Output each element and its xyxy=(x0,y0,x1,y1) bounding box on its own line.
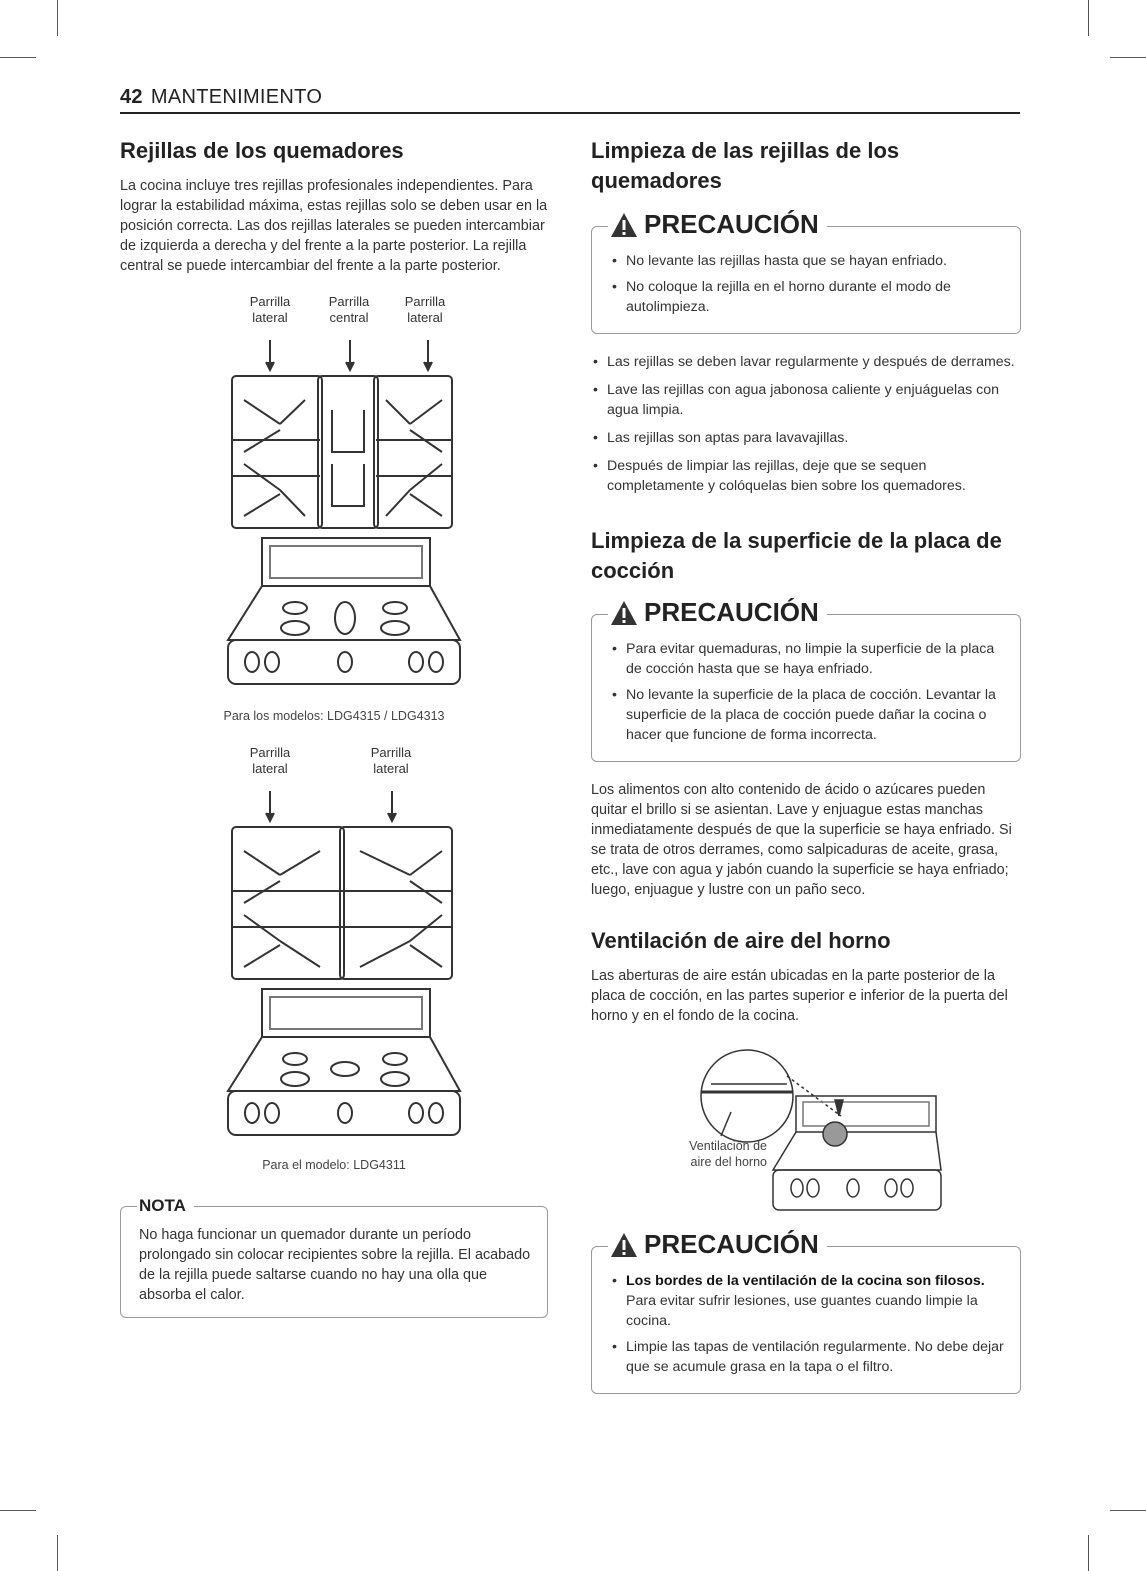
section-title: MANTENIMIENTO xyxy=(150,86,323,108)
caution-box-grates xyxy=(591,209,1021,334)
label-side-right: Parrilla lateral xyxy=(370,745,412,776)
crop-mark xyxy=(0,57,36,58)
oven-vent-illustration xyxy=(591,1036,1021,1216)
figure2-caption: Para el modelo: LDG4311 xyxy=(262,1158,406,1172)
caution-title xyxy=(608,209,827,240)
label-side-left: Parrilla lateral xyxy=(249,294,291,325)
note-title: NOTA xyxy=(137,1196,194,1216)
warning-triangle-icon xyxy=(610,1232,638,1258)
grates-cleaning-heading: Limpieza de las rejillas de los quemadores xyxy=(591,138,900,193)
crop-mark xyxy=(1088,1535,1089,1571)
left-column xyxy=(120,136,548,1318)
crop-mark xyxy=(57,1535,58,1571)
caution-label: PRECAUCIÓN xyxy=(644,209,819,239)
caution-list xyxy=(610,639,1004,745)
vent-label: Ventilación de aire del horno xyxy=(689,1139,767,1169)
crop-mark xyxy=(57,0,58,36)
caution-item: • Para evitar quemaduras, no limpie la superficie de la placa de cocción hasta que se haya enfriado. xyxy=(610,639,1004,679)
list-item: • Lave las rejillas con agua jabonosa caliente y enjuáguelas con agua limpia. xyxy=(591,380,1021,420)
page-header xyxy=(120,86,1020,109)
caution-rest-text: Para evitar sufrir lesiones, use guantes cuando limpie la cocina. xyxy=(626,1293,978,1329)
cooktop-cleaning-text: Los alimentos con alto contenido de ácido o azúcares pueden quitar el brillo si se asientan. Lave y enjuague estas manchas inmediatamente después de que la superficie se haya enfriado. Si se trata de otros derrames, como salpicaduras de aceite, grasa, etc., lave con agua y jabón cuando la superficie se haya enfriado; luego, enjuague y lustre con un paño seco. xyxy=(591,782,1012,898)
caution-box-cooktop xyxy=(591,597,1021,762)
crop-mark xyxy=(1110,57,1146,58)
caution-item: • No levante las rejillas hasta que se hayan enfriado. xyxy=(610,251,1004,271)
list-item: • Después de limpiar las rejillas, deje que se sequen completamente y colóquelas bien sobre los quemadores. xyxy=(591,456,1021,496)
caution-item: • No levante la superficie de la placa de cocción. Levantar la superficie de la placa de cocción puede dañar la cocina o hacer que funcione de forma incorrecta. xyxy=(610,685,1004,745)
label-side-right: Parrilla lateral xyxy=(404,294,446,325)
page-number: 42 xyxy=(120,86,143,108)
oven-vent-figure xyxy=(591,1036,1021,1216)
right-column xyxy=(591,136,1021,1394)
caution-label: PRECAUCIÓN xyxy=(644,1229,819,1259)
grates-intro: La cocina incluye tres rejillas profesionales independientes. Para lograr la estabilidad máxima, estas rejillas solo se deben usar en la posición correcta. Las dos rejillas laterales se pueden intercambiar de izquierda a derecha y del frente a la parte posterior. La rejilla central se puede intercambiar del frente a la parte posterior. xyxy=(120,178,548,274)
list-item: • Las rejillas se deben lavar regularmente y después de derrames. xyxy=(591,352,1021,372)
figure-labels xyxy=(120,745,548,791)
figure-three-grates xyxy=(120,294,548,723)
caution-item: • Limpie las tapas de ventilación regularmente. No debe dejar que se acumule grasa en la tapa o el filtro. xyxy=(610,1337,1004,1377)
note-box xyxy=(120,1196,548,1318)
figure-two-grates xyxy=(120,745,548,1172)
figure-labels xyxy=(120,294,548,340)
warning-triangle-icon xyxy=(610,212,638,238)
caution-box-vent xyxy=(591,1229,1021,1394)
range-three-grates-illustration xyxy=(120,340,548,700)
caution-list xyxy=(610,1271,1004,1377)
caution-label: PRECAUCIÓN xyxy=(644,597,819,627)
range-two-grates-illustration xyxy=(120,791,548,1149)
figure1-caption: Para los modelos: LDG4315 / LDG4313 xyxy=(223,709,445,723)
caution-item: • No coloque la rejilla en el horno durante el modo de autolimpieza. xyxy=(610,277,1004,317)
grates-cleaning-list xyxy=(591,352,1021,496)
caution-list xyxy=(610,251,1004,317)
caution-title xyxy=(608,597,827,628)
crop-mark xyxy=(1088,0,1089,36)
grates-heading: Rejillas de los quemadores xyxy=(120,138,404,163)
caution-title xyxy=(608,1229,827,1260)
caution-bold-text: Los bordes de la ventilación de la cocina son filosos. xyxy=(626,1273,985,1289)
cooktop-cleaning-heading: Limpieza de la superficie de la placa de cocción xyxy=(591,528,1002,583)
note-text: No haga funcionar un quemador durante un período prolongado sin colocar recipientes sobre la rejilla. El acabado de la rejilla puede saltarse cuando no hay una olla que absorba el calor. xyxy=(139,1227,531,1303)
oven-vent-text: Las aberturas de aire están ubicadas en la parte posterior de la placa de cocción, en las partes superior e inferior de la puerta del horno y en el fondo de la cocina. xyxy=(591,968,1008,1024)
crop-mark xyxy=(1110,1510,1146,1511)
crop-mark xyxy=(0,1510,36,1511)
label-center: Parrilla central xyxy=(328,294,370,325)
caution-item xyxy=(610,1271,1004,1331)
list-item: • Las rejillas son aptas para lavavajillas. xyxy=(591,428,1021,448)
header-rule xyxy=(120,112,1020,114)
label-side-left: Parrilla lateral xyxy=(249,745,291,776)
warning-triangle-icon xyxy=(610,600,638,626)
oven-vent-heading: Ventilación de aire del horno xyxy=(591,928,891,953)
